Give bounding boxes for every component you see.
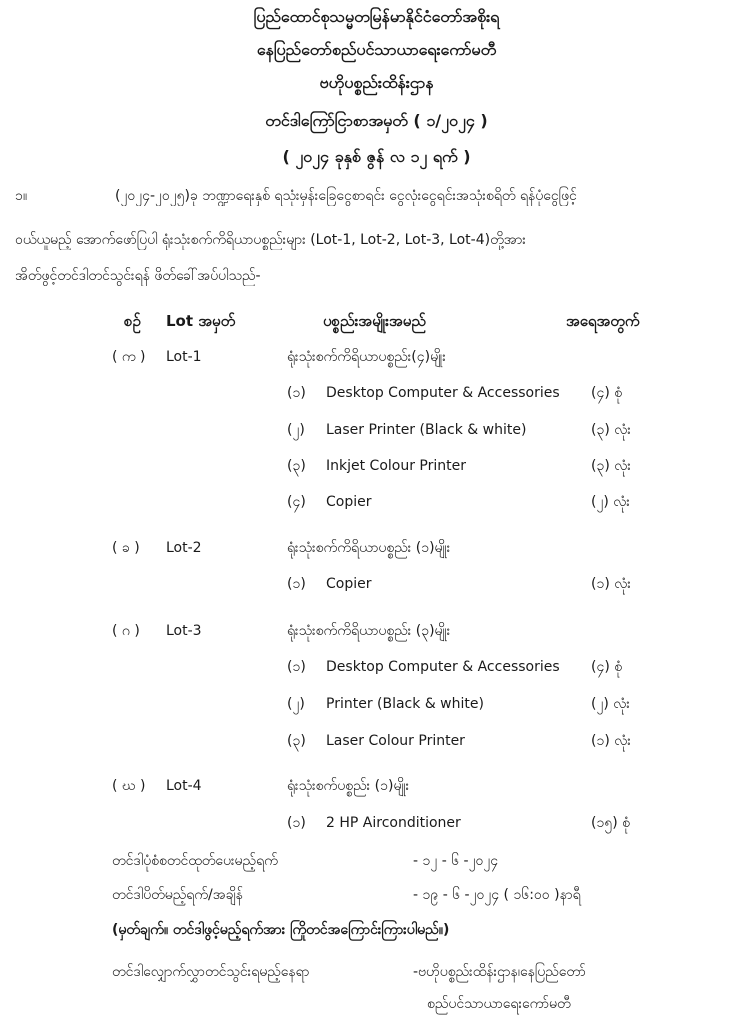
- lot-description: ရုံးသုံးစက်ပစ္စည်း (၁)မျိုး: [287, 778, 410, 794]
- lot-number: Lot-2: [166, 540, 202, 556]
- government-title: ပြည်ထောင်စုသမ္မတမြန်မာနိုင်ငံတော်အစိုးရ: [253, 7, 500, 26]
- closing-date-value: - ၁၉ - ၆ -၂၀၂၄ ( ၁၆:၀၀ )နာရီ: [413, 887, 581, 903]
- item-name: Desktop Computer & Accessories: [326, 385, 560, 401]
- lot-number: Lot-1: [166, 349, 202, 365]
- lot-description: ရုံးသုံးစက်ကိရိယာပစ္စည်း(၄)မျိုး: [287, 349, 446, 365]
- item-quantity: (၃) လုံး: [591, 422, 631, 438]
- item-quantity: (၂) လုံး: [591, 494, 630, 510]
- item-quantity: (၁) လုံး: [591, 733, 631, 749]
- column-header-lot: Lot အမှတ်: [166, 312, 236, 330]
- item-number: (၁): [287, 659, 306, 675]
- item-quantity: (၂) လုံး: [591, 696, 630, 712]
- item-number: (၁): [287, 576, 306, 592]
- committee-title: နေပြည်တော်စည်ပင်သာယာရေးကော်မတီ: [256, 40, 497, 59]
- item-quantity: (၁) လုံး: [591, 576, 631, 592]
- closing-date-label: တင်ဒါပိတ်မည့်ရက်/အချိန်: [112, 887, 243, 903]
- submission-place-value-2: စည်ပင်သာယာရေးကော်မတီ: [427, 996, 571, 1012]
- item-number: (၄): [287, 494, 306, 510]
- item-number: (၁): [287, 815, 306, 831]
- notice-date: ( ၂၀၂၄ ခုနှစ် ဇွန် လ ၁၂ ရက် ): [282, 147, 471, 166]
- item-number: (၂): [287, 422, 305, 438]
- item-name: Copier: [326, 494, 372, 510]
- lot-label: ( ဃ ): [112, 778, 146, 794]
- form-sale-date-label: တင်ဒါပုံစံစတင်ထုတ်ပေးမည့်ရက်: [112, 853, 278, 869]
- item-name: Copier: [326, 576, 372, 592]
- remark-note: (မှတ်ချက်။ တင်ဒါဖွင့်မည့်ရက်အား ကြိုတင်အကြောင်းကြားပါမည်။): [112, 922, 450, 938]
- column-header-item: ပစ္စည်းအမျိုးအမည်: [323, 312, 426, 330]
- column-header-qty: အရေအတွက်: [566, 312, 640, 330]
- item-number: (၃): [287, 733, 306, 749]
- paragraph-number: ၁။: [15, 188, 28, 204]
- item-number: (၃): [287, 458, 306, 474]
- lot-description: ရုံးသုံးစက်ကိရိယာပစ္စည်း (၁)မျိုး: [287, 540, 451, 556]
- intro-line-1: [15, 186, 740, 206]
- item-name: Desktop Computer & Accessories: [326, 659, 560, 675]
- column-header-no: စဉ်: [124, 312, 141, 330]
- item-quantity: (၃) လုံး: [591, 458, 631, 474]
- intro-line-3: အိတ်ဖွင့်တင်ဒါတင်သွင်းရန် ဖိတ်ခေါ်အပ်ပါသည်-: [15, 268, 261, 284]
- intro-text-1: (၂၀၂၄-၂၀၂၅)ခု ဘဏ္ဍာရေးနှစ် ရသုံးမှန်းခြေငွေစာရင်း ငွေလုံးငွေရင်းအသုံးစရိတ် ရန်ပုံငွေဖြင့်: [115, 188, 577, 204]
- department-title: ဗဟိုပစ္စည်းထိန်းဌာန: [319, 73, 434, 92]
- submission-place-label: တင်ဒါလျှောက်လွှာတင်သွင်းရမည့်နေရာ: [112, 964, 310, 980]
- notice-number: တင်ဒါကြော်ငြာစာအမှတ် ( ၁/၂၀၂၄ ): [265, 111, 488, 130]
- submission-place-value-1: -ဗဟိုပစ္စည်းထိန်းဌာန၊နေပြည်တော်: [413, 964, 586, 980]
- item-quantity: (၄) စုံ: [591, 385, 623, 401]
- lot-number: Lot-3: [166, 623, 202, 639]
- item-quantity: (၄) စုံ: [591, 659, 623, 675]
- item-number: (၁): [287, 385, 306, 401]
- lot-label: ( က ): [112, 349, 146, 365]
- item-name: 2 HP Airconditioner: [326, 815, 461, 831]
- item-number: (၂): [287, 696, 305, 712]
- lot-label: ( ဂ ): [112, 623, 140, 639]
- item-name: Laser Printer (Black & white): [326, 422, 527, 438]
- form-sale-date-value: - ၁၂ - ၆ -၂၀၂၄: [413, 853, 499, 869]
- lot-label: ( ခ ): [112, 540, 140, 556]
- lot-description: ရုံးသုံးစက်ကိရိယာပစ္စည်း (၃)မျိုး: [287, 623, 451, 639]
- lot-number: Lot-4: [166, 778, 202, 794]
- item-quantity: (၁၅) စုံ: [591, 815, 630, 831]
- intro-line-2: ဝယ်ယူမည့် အောက်ဖော်ပြပါ ရုံးသုံးစက်ကိရိယာပစ္စည်းများ (Lot-1, Lot-2, Lot-3, Lot-4)တို့အား: [15, 232, 526, 248]
- item-name: Inkjet Colour Printer: [326, 458, 466, 474]
- item-name: Laser Colour Printer: [326, 733, 465, 749]
- item-name: Printer (Black & white): [326, 696, 484, 712]
